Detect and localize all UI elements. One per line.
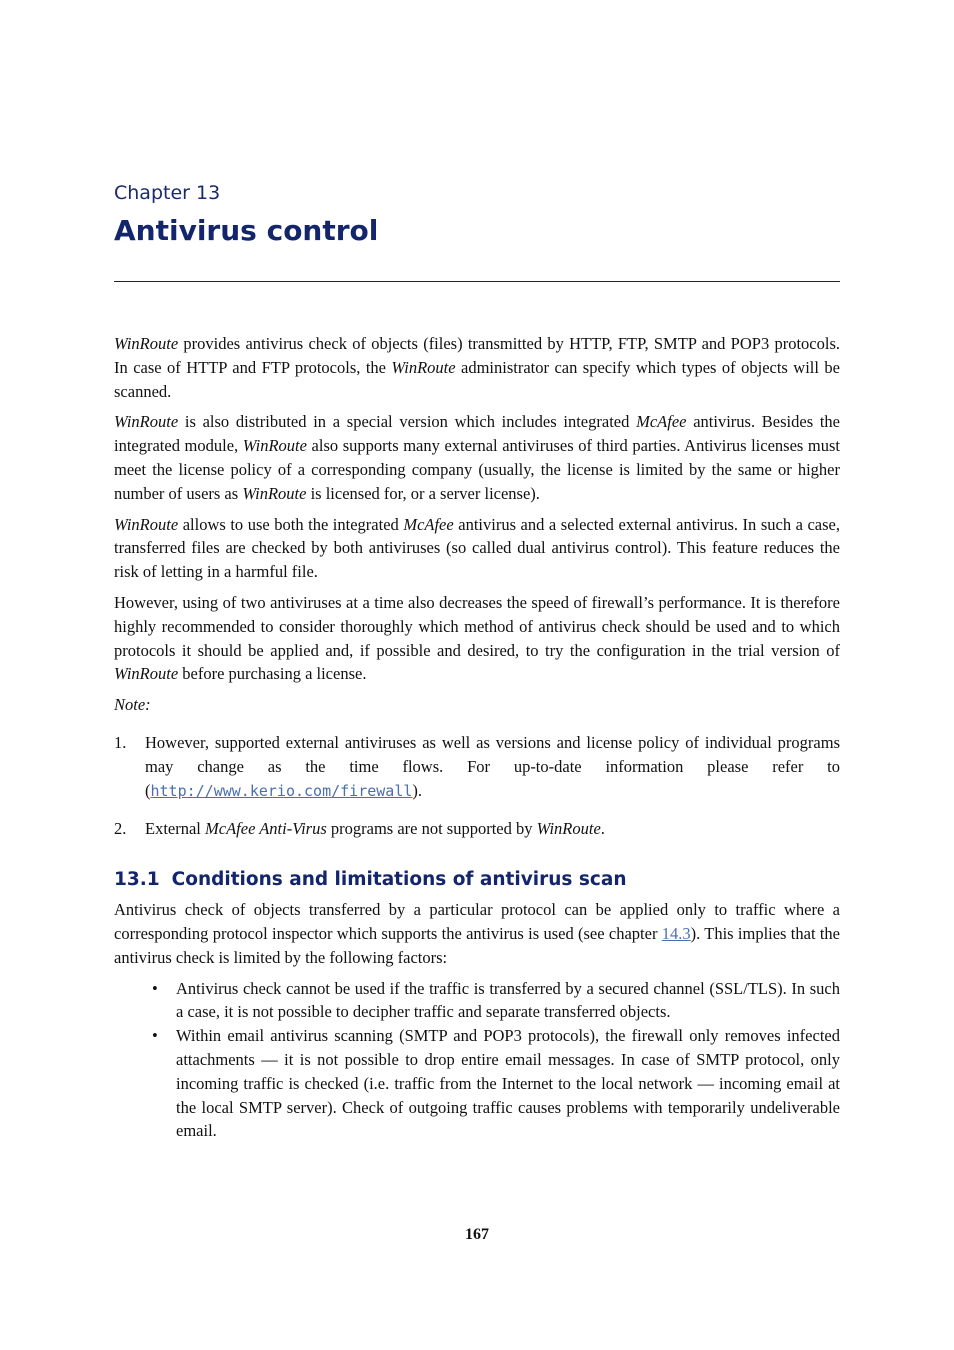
- list-number: 2.: [114, 819, 127, 839]
- product-name: WinRoute: [391, 357, 456, 377]
- list-item: • Within email antivirus scanning (SMTP and POP3 protocols), the firewall only removes infected attachments — it is not possible to drop entire email messages. In case of SMTP protocol, only incoming traffic is checked (i.e. traffic from the Internet to the local network — incoming email at the local SMTP server). Check of outgoing traffic causes problems with temporarily undeliverable email.: [152, 1026, 840, 1141]
- bullet-icon: •: [152, 1026, 158, 1046]
- paragraph-1: WinRoute provides antivirus check of objects (files) transmitted by HTTP, FTP, SMTP and POP3 protocols. In case of HTTP and FTP protocols, the WinRoute administrator can specify which types of objects will be scanned.: [114, 334, 840, 401]
- notes-list: [114, 731, 840, 841]
- section-title: Conditions and limitations of antivirus scan: [171, 869, 627, 891]
- list-number: 1.: [114, 732, 127, 752]
- page-number: 167: [465, 1226, 489, 1243]
- limitations-list: [114, 977, 840, 1144]
- paragraph-2: WinRoute is also distributed in a special version which includes integrated McAfee antivirus. Besides the integrated module, WinRoute also supports many external antiviruses of third parties. Antivirus licenses must meet the license policy of a corresponding company (usually, the license is limited by the same or higher number of users as WinRoute is licensed for, or a server license).: [114, 412, 841, 503]
- paragraph-4: However, using of two antiviruses at a time also decreases the speed of firewall’s performance. It is therefore highly recommended to consider thoroughly which method of antivirus check should be used and to which protocols it should be applied and, if possible and desired, to try the configuration in the trial version of WinRoute before purchasing a license.: [114, 592, 840, 684]
- chapter-body: [114, 332, 840, 1143]
- title-divider: [114, 281, 840, 282]
- chapter-crossref-link[interactable]: 14.3: [661, 923, 691, 943]
- note-item-1: 1. However, supported external antiviruses as well as versions and license policy of individual programs may change as the time flows. For up-to-date information please refer to (http://www.kerio.com/firewall).: [114, 732, 840, 800]
- note-label: Note:: [114, 695, 151, 715]
- bullet-icon: •: [152, 978, 158, 998]
- paragraph-3: WinRoute allows to use both the integrated McAfee antivirus and a selected external antivirus. In such a case, transferred files are checked by both antiviruses (so called dual antivirus control). This feature reduces the risk of letting in a harmful file.: [114, 514, 840, 582]
- chapter-title: Antivirus control: [114, 214, 379, 247]
- kerio-firewall-link[interactable]: http://www.kerio.com/firewall: [150, 781, 413, 800]
- product-name: WinRoute: [114, 334, 179, 353]
- note-item-2: 2. External McAfee Anti-Virus programs are not supported by WinRoute.: [114, 817, 840, 841]
- section-heading: [114, 869, 840, 890]
- section-intro: Antivirus check of objects transferred by a particular protocol can be applied only to traffic where a corresponding protocol inspector which supports the antivirus is used (see chapter 14.3). This implies that the antivirus check is limited by the following factors:: [114, 900, 840, 967]
- section-number: 13.1: [114, 869, 160, 891]
- list-item: • Antivirus check cannot be used if the traffic is transferred by a secured channel (SSL/TLS). In such a case, it is not possible to decipher traffic and separate transferred objects.: [152, 978, 840, 1022]
- chapter-label: Chapter 13: [114, 182, 221, 204]
